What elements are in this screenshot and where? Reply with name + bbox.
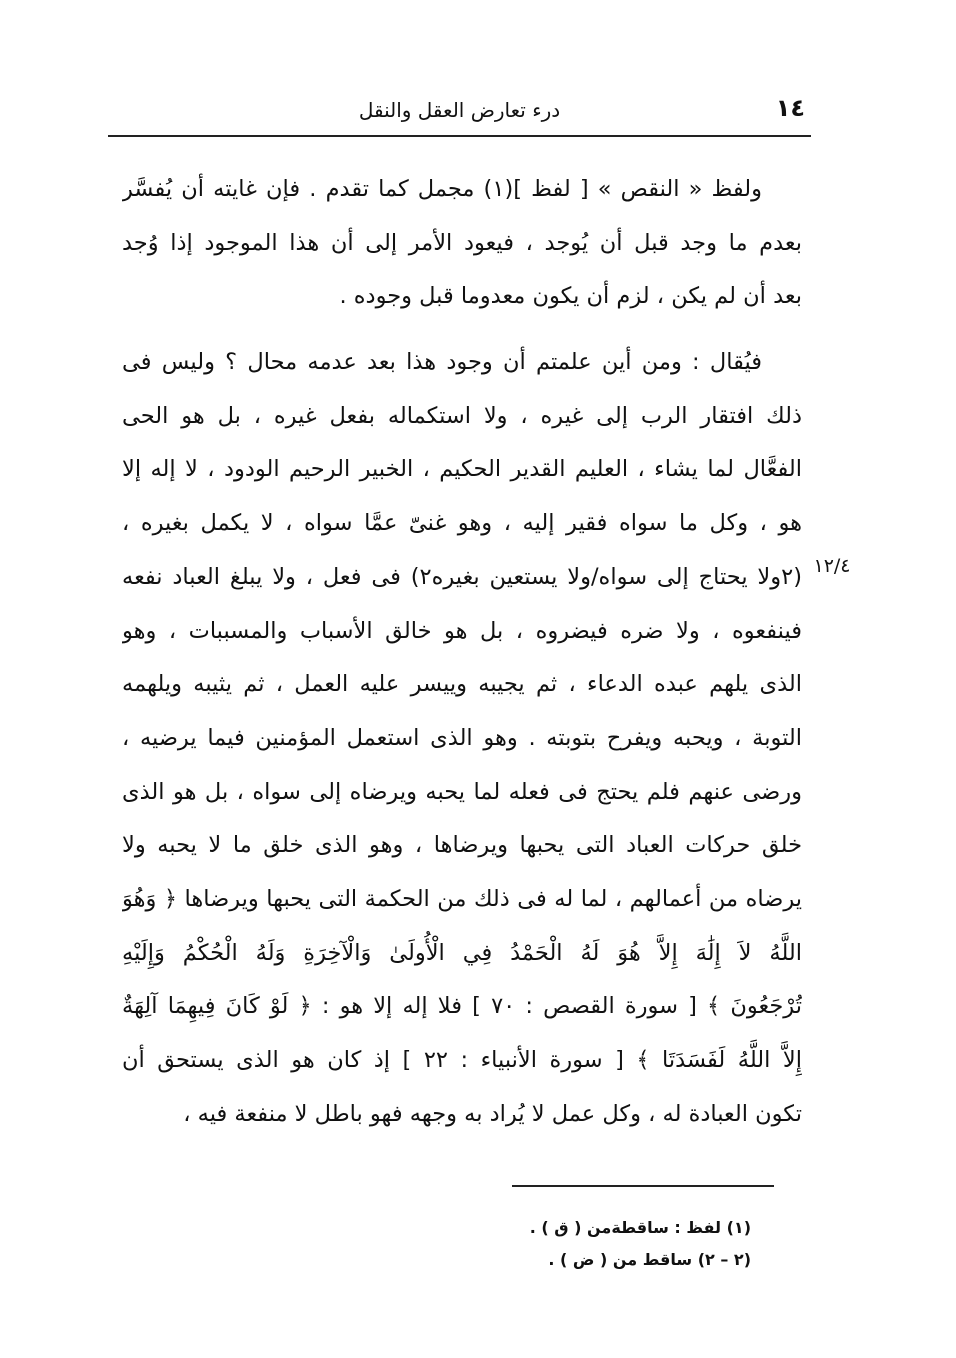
text-line: هو ، وكل ما سواه فقير إليه ، وهو غنىّ عمَّا سواه ، لا يكمل بغيره ، [122, 510, 802, 537]
text-line: فينفعوه ، ولا ضره فيضروه ، بل هو خالق الأسباب والمسببات ، وهو [122, 617, 802, 644]
text-line: الفعَّال لما يشاء ، العليم القدير الحكيم ، الخبير الرحيم الودود ، لا إله إلا [122, 456, 802, 483]
footnote-rule [512, 1185, 774, 1187]
footnote: (١) لفظ : ساقطةمن ( ق ) . [529, 1218, 751, 1237]
text-line: اللَّهُ لاَ إِلَٰهَ إِلاَّ هُوَ لَهُ الْحَمْدُ فِي الْأُولَىٰ وَالْآخِرَةِ وَلَهُ الْحُكْمُ وَإِلَيْهِ [122, 939, 802, 966]
text-line: خلق حركات العباد التى يحبها ويرضاها ، وهو الذى خلق ما لا يحبه ولا [122, 832, 802, 859]
text-line: ورضى عنهم فلم يحتج فى فعله لما يحبه ويرضاه إلى سواه ، بل هو الذى [122, 778, 802, 805]
page-number: ١٤ [775, 94, 805, 122]
running-title: درء تعارض العقل والنقل [358, 98, 561, 122]
page-header [108, 92, 811, 132]
text-line: فيُقال : ومن أين علمتم أن وجود هذا بعد عدمه محال ؟ وليس فى [122, 349, 762, 376]
text-line: (٢ولا يحتاج إلى سواه/ولا يستعين بغيره٢) فى فعل ، ولا يبلغ العباد نفعه [122, 563, 802, 590]
header-rule [108, 135, 811, 137]
text-line: تكون العبادة له ، وكل عمل لا يُراد به وجهه فهو باطل لا منفعة فيه ، [183, 1100, 802, 1127]
text-line: إِلاَّ اللَّهُ لَفَسَدَتَا ﴾ [ سورة الأنبياء : ٢٢ ] إذ كان هو الذى يستحق أن [122, 1047, 802, 1073]
text-line: التوبة ، ويحبه ويفرح بتوبته . وهو الذى استعمل المؤمنين فيما يرضيه ، [122, 724, 802, 751]
footnote: (٢ – ٢) ساقط من ( ض ) . [548, 1250, 751, 1269]
body-text [122, 163, 802, 1141]
footnotes [530, 1212, 751, 1276]
text-line: يرضاه من أعمالهم ، لما له فى ذلك من الحكمة التى يحبها ويرضاها ﴿ وَهُوَ [122, 885, 802, 912]
paragraph [122, 336, 802, 1141]
text-line: بعدم ما وجد قبل أن يُوجد ، فيعود الأمر إلى أن هذا الموجود إذا وُجد [122, 229, 802, 256]
text-line: تُرْجَعُونَ ﴾ [ سورة القصص : ٧٠ ] فلا إله إلا هو : ﴿ لَوْ كَانَ فِيهِمَا آلِهَةٌ [122, 993, 802, 1020]
text-line: بعد أن لم يكن ، لزم أن يكون معدوما قبل وجوده . [339, 283, 802, 310]
text-line: ولفظ « النقص » [ لفظ ](١) مجمل كما تقدم . فإن غايته أن يُفسَّر [122, 176, 762, 202]
paragraph [122, 163, 802, 324]
text-line: الذى يلهم عبده الدعاء ، ثم يجيبه وييسر عليه العمل ، ثم يثيبه ويلهمه [122, 671, 802, 698]
margin-reference: ١٢/٤ [813, 555, 851, 577]
text-line: ذلك افتقار الرب إلى غيره ، ولا استكماله بفعل غيره ، بل هو الحى [122, 402, 802, 429]
